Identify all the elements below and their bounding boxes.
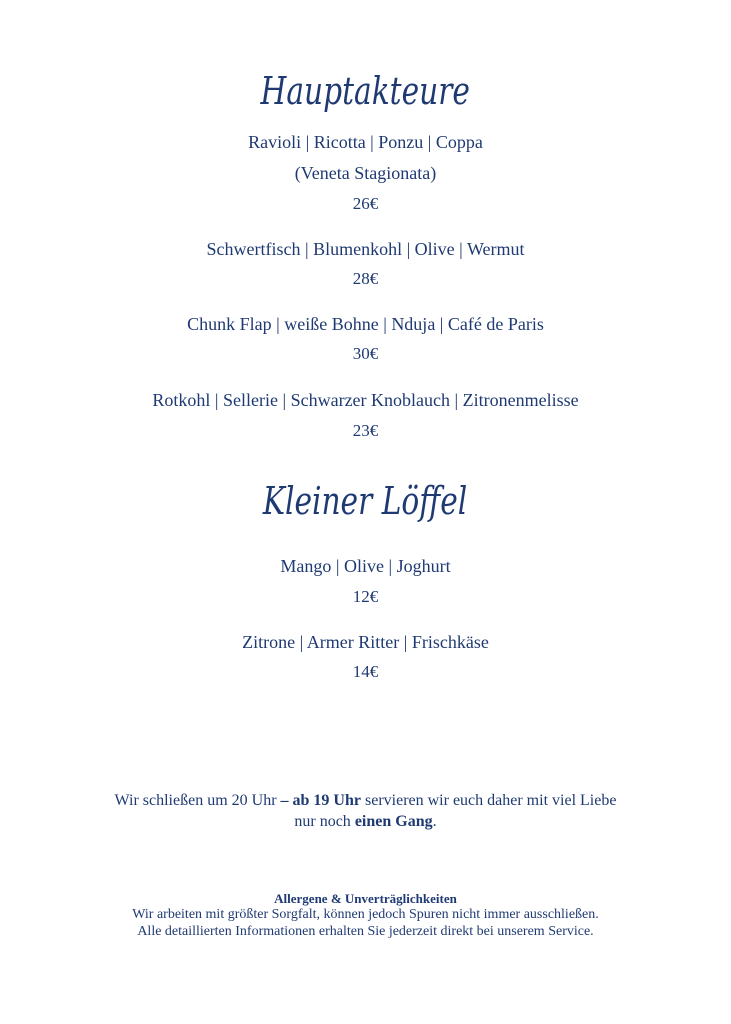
menu-item-description: Zitrone | Armer Ritter | Frischkäse (242, 632, 489, 652)
closing-notice-line-1: Wir schließen um 20 Uhr – ab 19 Uhr servieren wir euch daher mit viel Liebe (114, 792, 617, 809)
menu-item-description: Chunk Flap | weiße Bohne | Nduja | Café de Paris (187, 314, 544, 334)
menu-item-price: 12€ (352, 587, 379, 606)
allergy-note-line-1: Wir arbeiten mit größter Sorgfalt, können jedoch Spuren nicht immer ausschließen. (132, 907, 599, 922)
menu-item-description: Rotkohl | Sellerie | Schwarzer Knoblauch | Zitronenmelisse (152, 390, 579, 410)
allergy-title: Allergene & Unverträglichkeiten (274, 891, 457, 906)
section-heading-kleiner-loeffel: Kleiner Löffel (263, 479, 468, 523)
menu-item-price: 30€ (352, 344, 379, 363)
closing-notice-line-2: nur noch einen Gang. (294, 813, 437, 830)
section-heading-hauptakteure: Hauptakteure (260, 69, 471, 113)
menu-item-description: Schwertfisch | Blumenkohl | Olive | Wermut (206, 239, 525, 259)
menu-item-description: (Veneta Stagionata) (294, 163, 437, 183)
menu-item-price: 28€ (352, 269, 379, 288)
menu-item-description: Ravioli | Ricotta | Ponzu | Coppa (248, 132, 483, 152)
allergy-note-line-2: Alle detaillierten Informationen erhalten Sie jederzeit direkt bei unserem Service. (137, 924, 594, 939)
menu-item-price: 23€ (352, 421, 379, 440)
menu-item-description: Mango | Olive | Joghurt (280, 556, 451, 576)
menu-item-price: 26€ (352, 194, 379, 213)
menu-item-price: 14€ (352, 662, 379, 681)
